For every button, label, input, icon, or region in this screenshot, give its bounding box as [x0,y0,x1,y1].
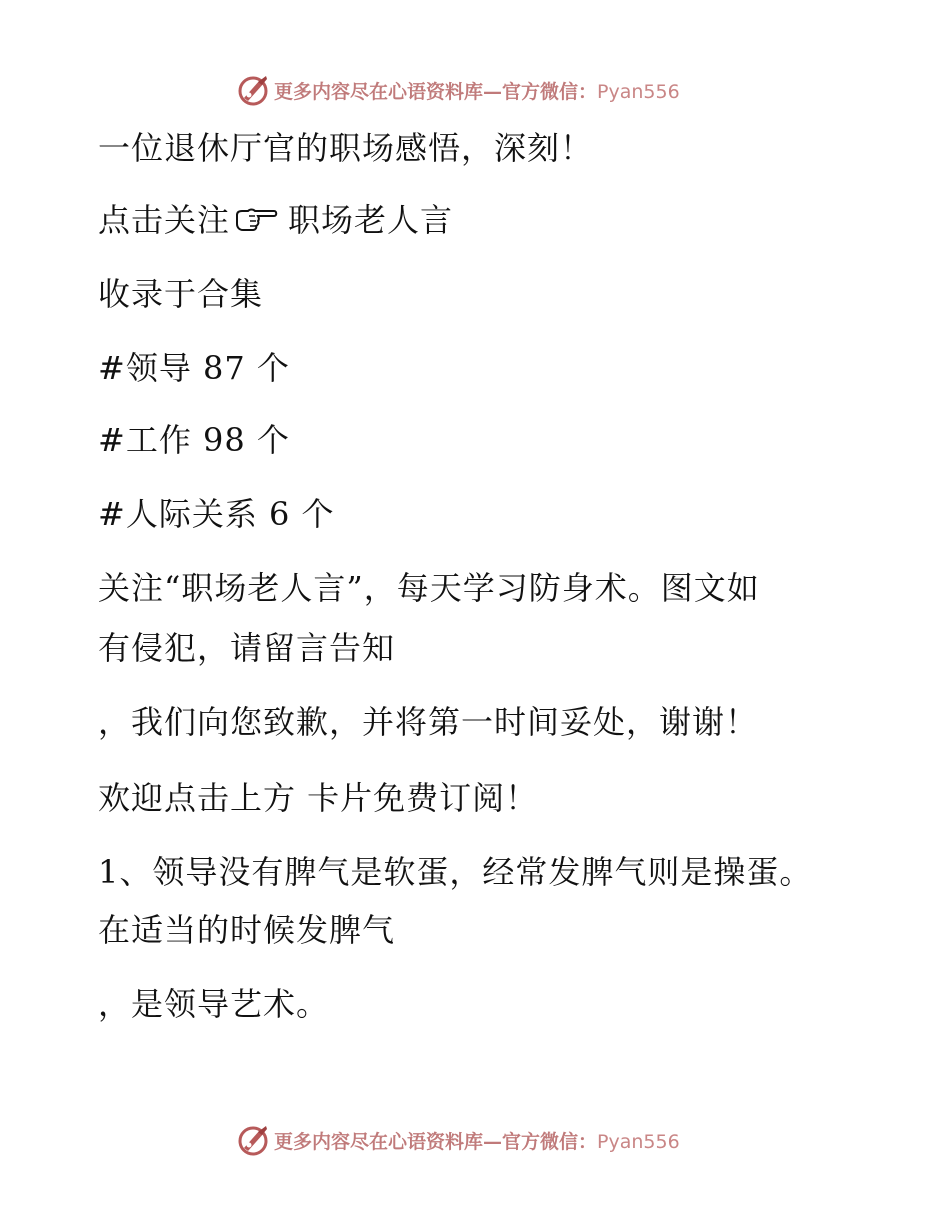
pointing-hand-icon [234,207,280,233]
watermark-text: 更多内容尽在心语资料库—官方微信：Pyan556 [274,1130,680,1153]
paragraph-1-line-3: ，是领导艺术。 [98,985,330,1023]
pen-logo-icon [236,1123,270,1157]
account-name: 职场老人言 [288,201,454,239]
tag-relations: #人际关系 6 个 [98,495,335,533]
footer-watermark [236,1122,716,1158]
tag-leader: #领导 87 个 [98,349,290,387]
paragraph-1-line-2: 在适当的时候发脾气 [98,911,396,949]
notice-line-1: 关注“职场老人言”，每天学习防身术。图文如 [98,569,760,607]
notice-line-2: 有侵犯，请留言告知 [98,629,396,667]
subscribe-line: 欢迎点击上方 卡片免费订阅！ [98,779,539,817]
watermark-text: 更多内容尽在心语资料库—官方微信：Pyan556 [274,80,680,103]
paragraph-1-line-1: 1、领导没有脾气是软蛋，经常发脾气则是操蛋。 [98,853,813,891]
follow-label: 点击关注 [98,201,231,239]
collection-label: 收录于合集 [98,275,264,313]
tag-work: #工作 98 个 [98,421,290,459]
header-watermark [236,72,716,108]
pen-logo-icon [236,73,270,107]
follow-line [98,200,453,240]
article-title: 一位退休厅官的职场感悟，深刻！ [98,129,594,167]
notice-line-3: ，我们向您致歉，并将第一时间妥处，谢谢！ [98,703,759,741]
